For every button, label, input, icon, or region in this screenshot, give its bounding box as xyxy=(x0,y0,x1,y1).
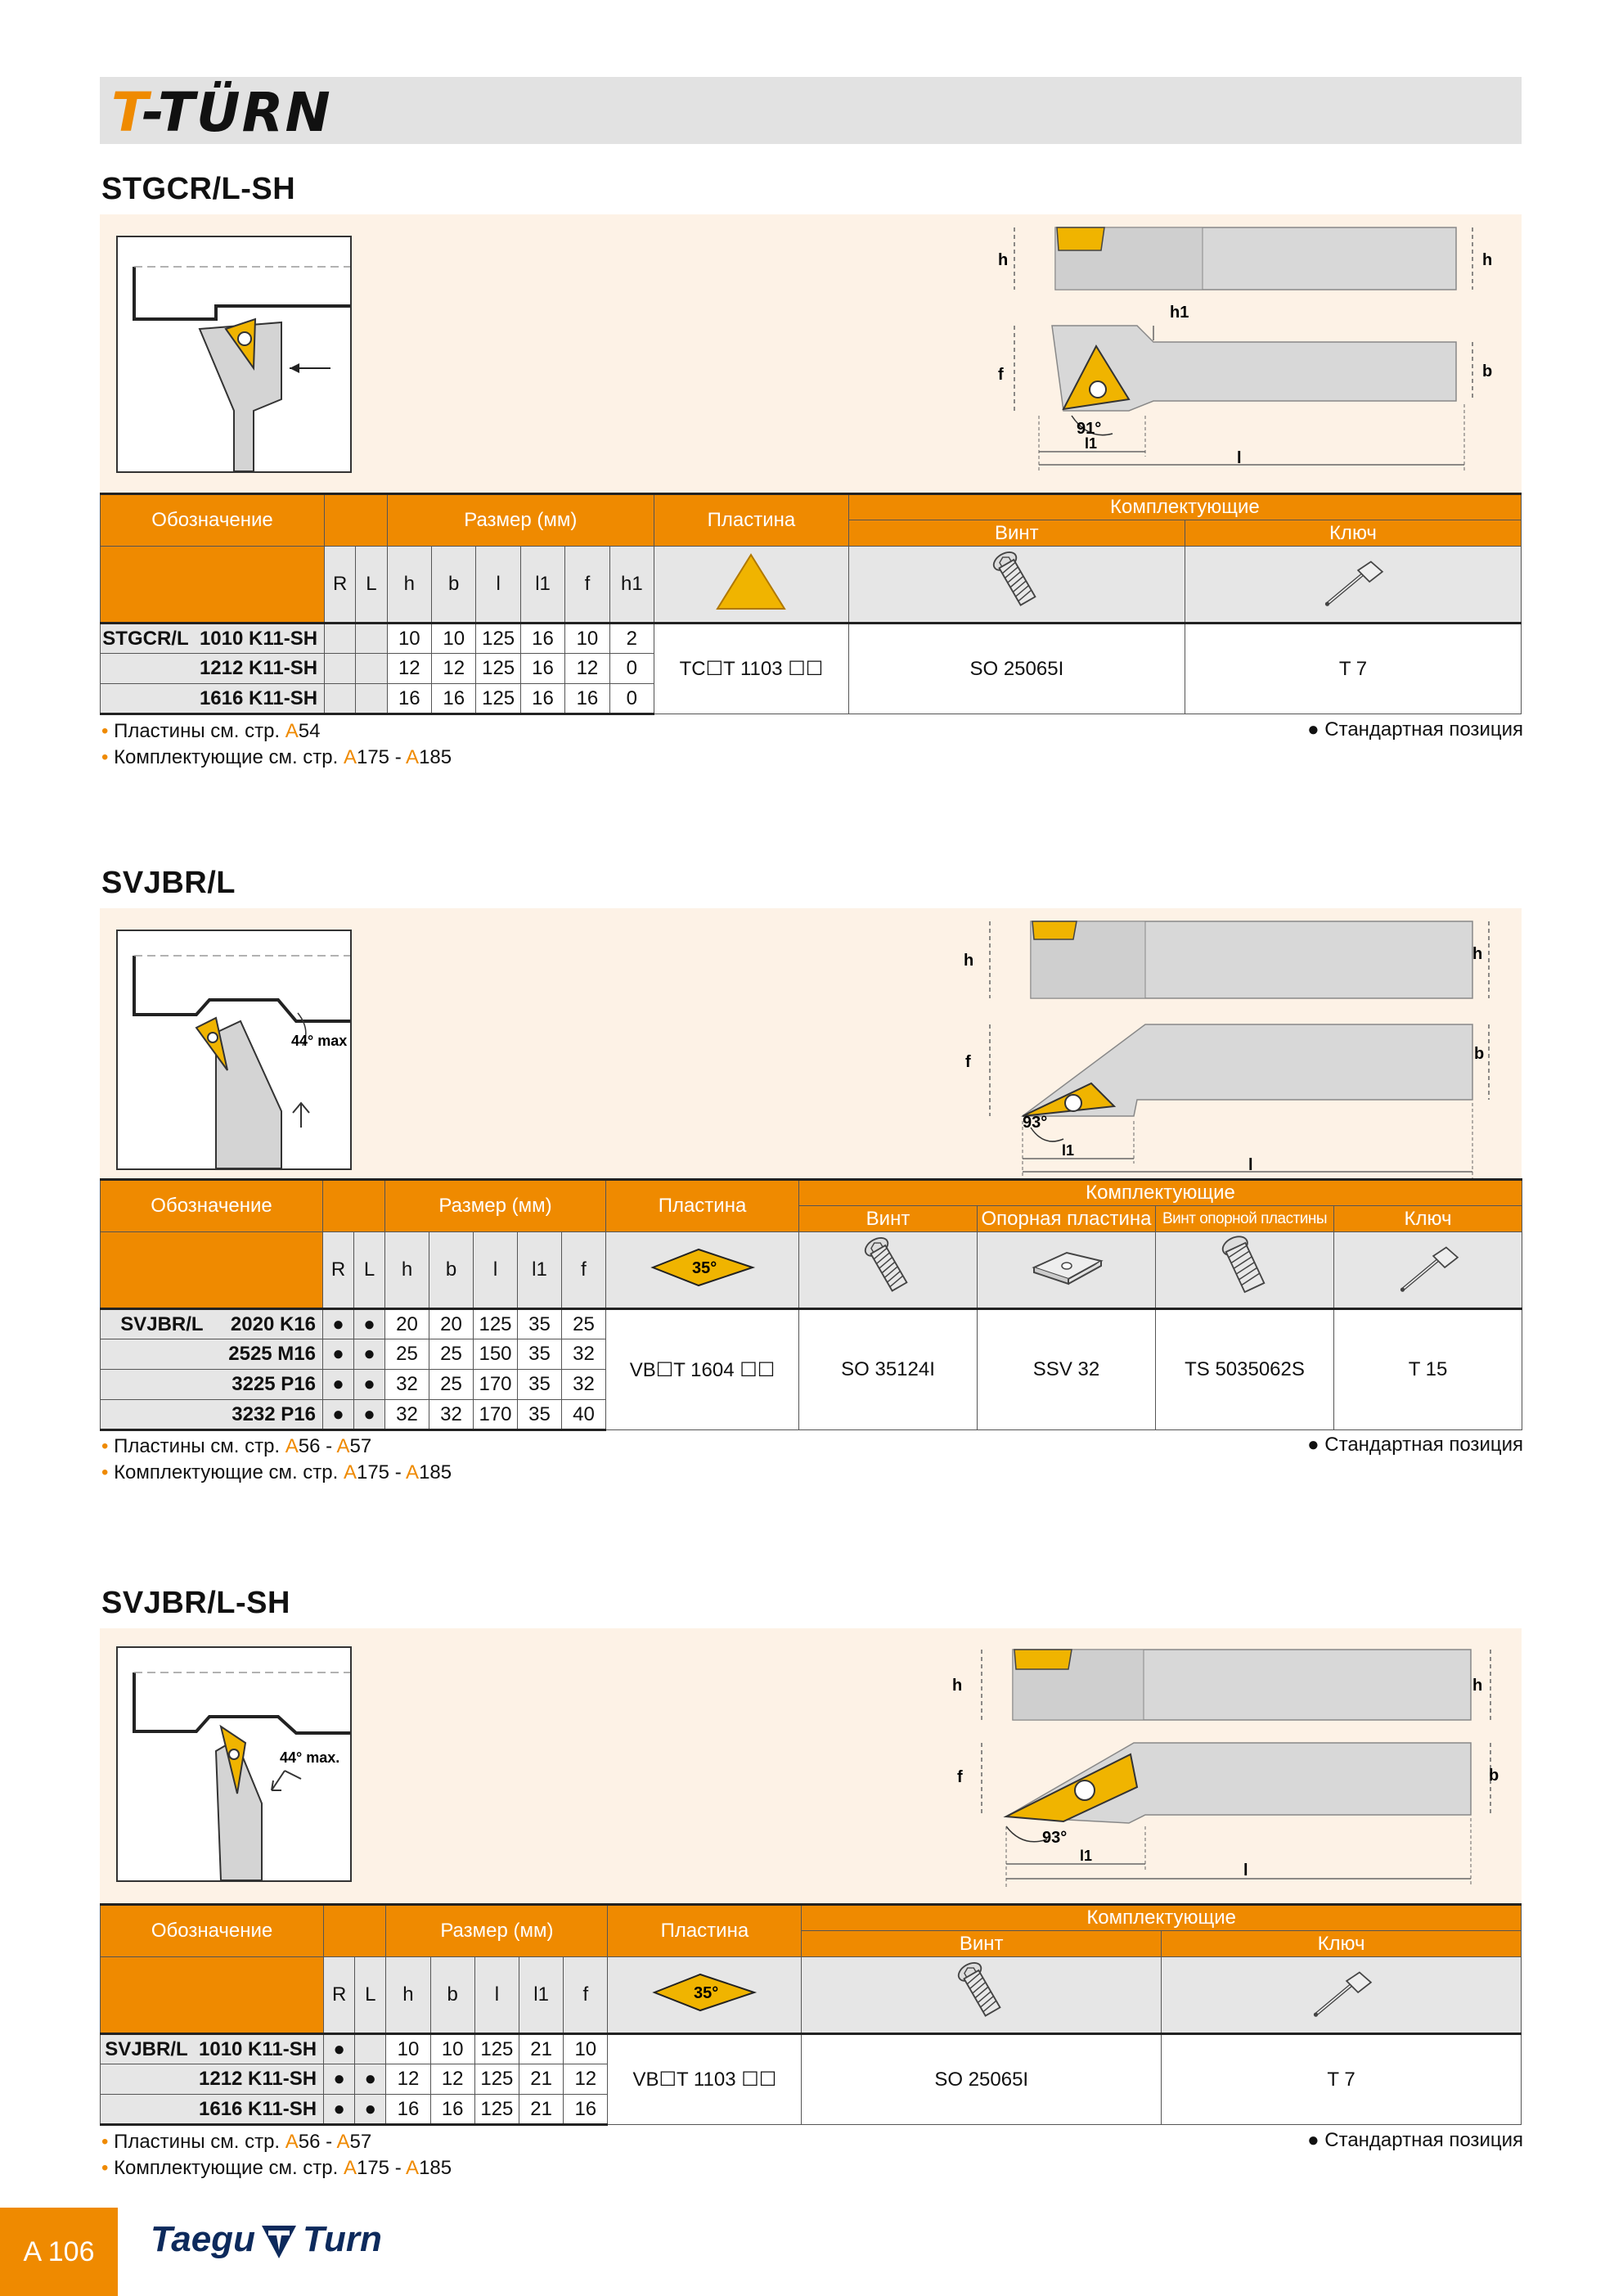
machining-inset xyxy=(116,236,352,473)
col-h: h xyxy=(386,1957,430,2034)
col-R: R xyxy=(325,547,356,624)
table-row: 3232 P16 xyxy=(101,1400,323,1430)
insert-triangle-icon xyxy=(654,547,849,624)
header-designation: Обозначение xyxy=(101,494,325,547)
table-row: 2525 M16 xyxy=(101,1339,323,1370)
key-icon xyxy=(1162,1957,1522,2034)
table-row: SVJBR/L 1010 K11-SH xyxy=(101,2034,324,2064)
header-designation: Обозначение xyxy=(101,1180,323,1232)
header-components: Комплектующие xyxy=(848,494,1521,520)
note-inserts: • Пластины см. стр. A56 - A57 xyxy=(101,1435,372,1457)
angle-max-label: 44° max. xyxy=(280,1749,340,1766)
header-components: Комплектующие xyxy=(799,1180,1522,1206)
machining-inset xyxy=(116,1646,352,1882)
col-h: h xyxy=(387,547,431,624)
section-title: STGCR/L-SH xyxy=(101,172,296,206)
col-b: b xyxy=(432,547,476,624)
dim-l: l xyxy=(1243,1862,1248,1880)
dim-angle: 91° xyxy=(1077,420,1102,438)
dim-b: b xyxy=(1489,1767,1499,1785)
header-components: Комплектующие xyxy=(802,1905,1522,1931)
shim-code: SSV 32 xyxy=(978,1309,1156,1430)
shim-screw-icon xyxy=(1156,1232,1334,1309)
col-l: l xyxy=(476,547,520,624)
header-screw: Винт xyxy=(802,1931,1162,1957)
table-row: SVJBR/L 2020 K16 xyxy=(101,1309,323,1339)
dim-h-left: h xyxy=(964,952,974,970)
insert-diamond-icon xyxy=(606,1232,799,1309)
table-row: 1616 K11-SH xyxy=(101,2095,324,2125)
col-L: L xyxy=(356,547,387,624)
standard-legend: ● Стандартная позиция xyxy=(1307,1434,1523,1456)
dim-h-left: h xyxy=(952,1677,963,1695)
insert-angle: 35° xyxy=(694,1983,719,2002)
note-components: • Комплектующие см. стр. A175 - A185 xyxy=(101,746,452,768)
brand-logo: T-TÜRN xyxy=(111,81,332,144)
key-icon xyxy=(1334,1232,1522,1309)
dim-l: l xyxy=(1248,1156,1253,1174)
dim-b: b xyxy=(1482,362,1493,380)
header-insert: Пластина xyxy=(606,1180,799,1232)
col-b: b xyxy=(429,1232,474,1309)
header-key: Ключ xyxy=(1185,520,1521,547)
col-f: f xyxy=(565,547,609,624)
col-h1: h1 xyxy=(609,547,654,624)
screw-icon xyxy=(799,1232,978,1309)
header-size: Размер (мм) xyxy=(385,1180,606,1232)
col-R: R xyxy=(324,1957,355,2034)
shim-screw-code: TS 5035062S xyxy=(1156,1309,1334,1430)
insert-angle: 35° xyxy=(691,1258,717,1277)
header-key: Ключ xyxy=(1334,1206,1522,1232)
screw-icon xyxy=(848,547,1185,624)
dim-b: b xyxy=(1474,1045,1485,1063)
dim-l: l xyxy=(1237,449,1242,467)
shim-icon xyxy=(978,1232,1156,1309)
screw-icon xyxy=(802,1957,1162,2034)
dim-l1: l1 xyxy=(1062,1142,1075,1159)
angle-max-label: 44° max xyxy=(291,1033,348,1049)
table-row: STGCR/L 1010 K11-SH xyxy=(101,624,325,654)
spec-table-stgcr: Обозначение Размер (мм) Пластина Комплектующие Винт Ключ R L h b l l1 f h1 STGCR/L 1010 K11-SH 10 10 125 16 10 2 TC☐T 1103 ☐☐ SO 25065I T 7 1212 K11-SH 12 12 125 16 12 0 1616 K11-SH 16 16 125 16 16 0 xyxy=(100,493,1522,715)
header-shim: Опорная пластина xyxy=(978,1206,1156,1232)
col-l1: l1 xyxy=(518,1232,562,1309)
table-row: 1616 K11-SH xyxy=(101,684,325,714)
spec-table-svjbr-sh: Обозначение Размер (мм) Пластина Комплектующие Винт Ключ R L h b l l1 f 35° SVJBR/L 1010 K11-SH ● 10 10 125 21 10 VB☐T 1103 ☐☐ SO 25065I T 7 1212 K11-SH ● ● 12 12 125 21 12 1616 K11-SH ● ● 16 16 125 21 16 xyxy=(100,1903,1522,2126)
note-components: • Комплектующие см. стр. A175 - A185 xyxy=(101,1461,452,1483)
screw-code: SO 35124I xyxy=(799,1309,978,1430)
dim-angle: 93° xyxy=(1042,1829,1068,1847)
standard-legend: ● Стандартная позиция xyxy=(1307,2129,1523,2151)
section-title: SVJBR/L xyxy=(101,866,236,900)
table-row: 3225 P16 xyxy=(101,1370,323,1400)
dim-f: f xyxy=(957,1768,963,1786)
machining-inset xyxy=(116,930,352,1170)
page-number: A 106 xyxy=(0,2208,118,2296)
dim-l1: l1 xyxy=(1085,435,1098,452)
standard-legend: ● Стандартная позиция xyxy=(1307,718,1523,741)
header-insert: Пластина xyxy=(608,1905,802,1957)
key-code: T 7 xyxy=(1162,2034,1522,2125)
key-code: T 7 xyxy=(1185,624,1521,714)
screw-code: SO 25065I xyxy=(802,2034,1162,2125)
tool-drawing xyxy=(982,219,1505,489)
header-size: Размер (мм) xyxy=(387,494,654,547)
note-inserts: • Пластины см. стр. A54 xyxy=(101,720,321,742)
tool-drawing xyxy=(941,910,1513,1188)
col-l: l xyxy=(474,1957,519,2034)
col-f: f xyxy=(564,1957,608,2034)
insert-diamond-icon xyxy=(608,1957,802,2034)
col-L: L xyxy=(355,1957,386,2034)
brand-left: Taegu xyxy=(151,2219,255,2259)
dim-h-right: h xyxy=(1472,1677,1483,1695)
col-L: L xyxy=(354,1232,385,1309)
header-key: Ключ xyxy=(1162,1931,1522,1957)
table-row: 1212 K11-SH xyxy=(101,654,325,684)
header-size: Размер (мм) xyxy=(386,1905,608,1957)
tool-drawing xyxy=(941,1633,1513,1903)
header-screw: Винт xyxy=(799,1206,978,1232)
key-code: T 15 xyxy=(1334,1309,1522,1430)
header-screw: Винт xyxy=(848,520,1185,547)
col-R: R xyxy=(323,1232,354,1309)
footer-brand xyxy=(151,2219,382,2262)
spec-table-svjbr: Обозначение Размер (мм) Пластина Комплектующие Винт Опорная пластина Винт опорной пластины Ключ R L h b l l1 f 35° SVJBR/L 2020 K16 ● ● 20 20 125 35 25 VB☐T 1604 ☐☐ SO 35124I SSV 32 TS 5035062S T 15 2525 M16 ● ● 25 25 150 35 32 3225 P16 ● ● 32 25 170 35 32 3232 P16 ● ● 32 32 170 35 40 xyxy=(100,1178,1522,1431)
dim-h-right: h xyxy=(1482,251,1493,269)
insert-code: TC☐T 1103 ☐☐ xyxy=(654,624,849,714)
dim-h-left: h xyxy=(998,251,1009,269)
dim-f: f xyxy=(998,366,1004,384)
col-f: f xyxy=(562,1232,606,1309)
section-title: SVJBR/L-SH xyxy=(101,1586,290,1620)
dim-angle: 93° xyxy=(1023,1114,1048,1132)
header-shim-screw: Винт опорной пластины xyxy=(1156,1206,1334,1232)
col-l1: l1 xyxy=(519,1957,563,2034)
brand-right: Turn xyxy=(302,2219,382,2259)
note-components: • Комплектующие см. стр. A175 - A185 xyxy=(101,2157,452,2179)
header-insert: Пластина xyxy=(654,494,849,547)
dim-l1: l1 xyxy=(1080,1848,1093,1864)
col-b: b xyxy=(430,1957,474,2034)
table-row: 1212 K11-SH xyxy=(101,2064,324,2095)
dim-h1: h1 xyxy=(1170,304,1189,322)
dim-h-right: h xyxy=(1472,945,1483,963)
dim-f: f xyxy=(965,1053,971,1071)
screw-code: SO 25065I xyxy=(848,624,1185,714)
note-inserts: • Пластины см. стр. A56 - A57 xyxy=(101,2131,372,2153)
brand-badge-icon xyxy=(259,2221,299,2262)
col-h: h xyxy=(385,1232,429,1309)
insert-code: VB☐T 1103 ☐☐ xyxy=(608,2034,802,2125)
insert-code: VB☐T 1604 ☐☐ xyxy=(606,1309,799,1430)
header-designation: Обозначение xyxy=(101,1905,324,1957)
col-l: l xyxy=(474,1232,518,1309)
key-icon xyxy=(1185,547,1521,624)
col-l1: l1 xyxy=(520,547,564,624)
